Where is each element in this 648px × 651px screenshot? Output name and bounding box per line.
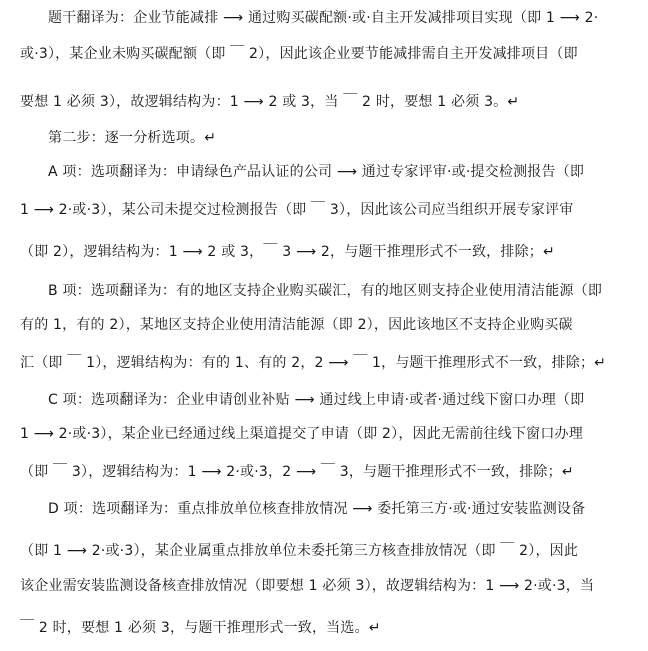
text-line-12: 1 ⟶ 2·或·3），某企业已经通过线上渠道提交了申请（即 2），因此无需前往线下窗口办理 (20, 426, 583, 442)
text-line-3: 要想 1 必须 3），故逻辑结构为：1 ⟶ 2 或 3，当 ￣ 2 时，要想 1 必须 3。↵ (20, 94, 520, 110)
text-line-14: D 项：选项翻译为：重点排放单位核查排放情况 ⟶ 委托第三方·或·通过安装监测设备 (48, 501, 586, 517)
text-line-4: 第二步：逐一分析选项。↵ (48, 130, 217, 146)
text-line-2: 或·3），某企业未购买碳配额（即 ￣ 2），因此该企业要节能减排需自主开发减排项目（即 (20, 46, 578, 62)
text-line-7: （即 2），逻辑结构为：1 ⟶ 2 或 3，￣ 3 ⟶ 2，与题干推理形式不一致，排除；↵ (20, 244, 555, 260)
text-line-1: 题干翻译为：企业节能减排 ⟶ 通过购买碳配额·或·自主开发减排项目实现（即 1 ⟶ 2· (48, 10, 599, 26)
text-line-17: ￣ 2 时，要想 1 必须 3，与题干推理形式一致，当选。↵ (20, 620, 381, 636)
text-line-5: A 项：选项翻译为：申请绿色产品认证的公司 ⟶ 通过专家评审·或·提交检测报告（即 (48, 164, 585, 180)
text-line-10: 汇（即 ￣ 1），逻辑结构为：有的 1、有的 2，2 ⟶ ￣ 1，与题干推理形式不一致，排除；↵ (20, 355, 607, 371)
text-line-8: B 项：选项翻译为：有的地区支持企业购买碳汇，有的地区则支持企业使用清洁能源（即 (48, 283, 603, 299)
text-line-9: 有的 1，有的 2），某地区支持企业使用清洁能源（即 2），因此该地区不支持企业购买碳 (20, 317, 573, 333)
text-line-6: 1 ⟶ 2·或·3），某公司未提交过检测报告（即 ￣ 3），因此该公司应当组织开展专家评审 (20, 202, 574, 218)
text-line-16: 该企业需安装监测设备核查排放情况（即要想 1 必须 3），故逻辑结构为：1 ⟶ 2·或·3，当 (20, 578, 595, 594)
text-line-13: （即 ￣ 3），逻辑结构为：1 ⟶ 2·或·3，2 ⟶ ￣ 3，与题干推理形式不一致，排除；↵ (20, 464, 574, 480)
text-line-15: （即 1 ⟶ 2·或·3），某企业属重点排放单位未委托第三方核查排放情况（即 ￣ 2），因此 (20, 543, 579, 559)
text-line-11: C 项：选项翻译为：企业申请创业补贴 ⟶ 通过线上申请·或者·通过线下窗口办理（即 (48, 392, 585, 408)
